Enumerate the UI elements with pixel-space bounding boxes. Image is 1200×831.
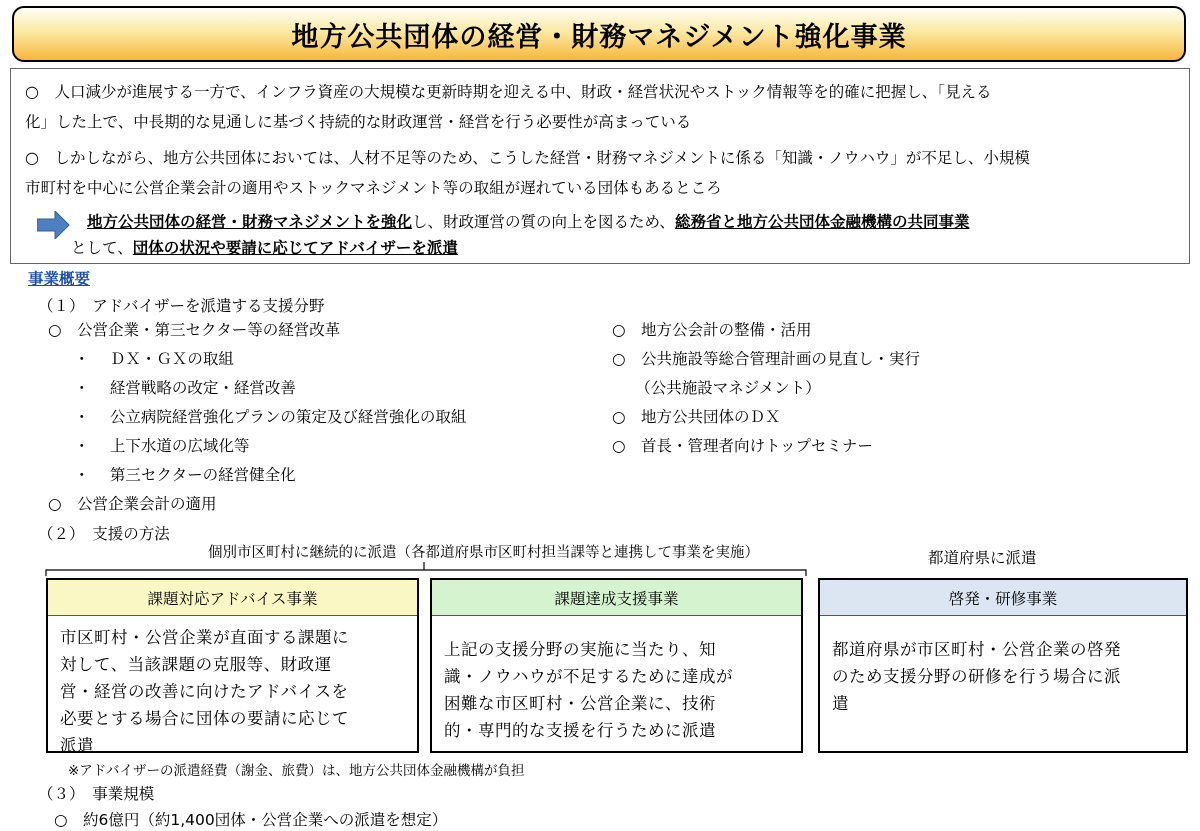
page-title: 地方公共団体の経営・財務マネジメント強化事業 [291,21,907,53]
bullet-circle-icon: ○ [25,148,39,167]
section-2-heading: （２） 支援の方法 [38,525,170,543]
section-1-heading: （１） アドバイザーを派遣する支援分野 [38,297,325,315]
list-item: ○ 公営企業会計の適用 [48,495,217,513]
box-text-line: 対して、当該課題の克服等、財政運 [60,655,332,674]
bracket-line [44,558,808,578]
box-text-line: 営・経営の改善に向けたアドバイスを [60,682,349,701]
box-text-line: 的・専門的な支援を行うために派遣 [444,721,716,740]
intro-para-1 [25,77,991,137]
method-box-advice [46,578,419,753]
bracket-label: 個別市区町村に継続的に派遣（各都道府県市区町村担当課等と連携して事業を実施） [208,545,759,561]
method-box-training [818,578,1188,753]
para2-line2: 市町村を中心に公営企業会計の適用やストックマネジメント等の取組が遅れている団体もあるところ [25,179,722,197]
para1-line1: 人口減少が進展する一方で、インフラ資産の大規模な更新時期を迎える中、財政・経営状況やストック情報等を的確に把握し、「見える [54,83,992,101]
budget-scale: ○ 約6億円（約1,400団体・公営企業への派遣を想定） [54,811,448,829]
box-text-line: のため支援分野の研修を行う場合に派 [832,667,1121,686]
box-text-line: 必要とする場合に団体の要請に応じて [60,709,349,728]
support-fields-left [48,316,466,519]
box-text-line: 識・ノウハウが不足するために達成が [444,667,733,686]
intro-box [10,68,1190,264]
overview-heading: 事業概要 [28,270,91,288]
intro-para-2 [25,143,1030,203]
list-item: ○ 地方公会計の整備・活用 [612,321,812,339]
conclusion-text-2: として、 [71,239,133,257]
conclusion-text-1: し、財政運営の質の向上を図るため、 [412,213,675,231]
list-item: ・ 公立病院経営強化プランの策定及び経営強化の取組 [74,408,467,426]
list-item: ○ 公共施設等総合管理計画の見直し・実行 [612,350,921,368]
box-text-line: 市区町村・公営企業が直面する課題に [60,628,349,647]
list-item: （公共施設マネジメント） [612,379,821,397]
method-box-title: 課題対応アドバイス事業 [48,580,417,616]
method-box-title: 課題達成支援事業 [432,580,801,616]
box-text-line: 上記の支援分野の実施に当たり、知 [444,640,716,659]
list-item: ・ 経営戦略の改定・経営改善 [74,379,296,397]
method-box-title: 啓発・研修事業 [820,580,1186,616]
method-box-support [430,578,803,753]
bullet-circle-icon: ○ [25,82,39,101]
list-item: ○ 首長・管理者向けトップセミナー [612,437,873,455]
box-text-line: 困難な市区町村・公営企業に、技術 [444,694,716,713]
intro-conclusion-line2 [71,233,458,263]
cost-note: ※アドバイザーの派遣経費（謝金、旅費）は、地方公共団体金融機構が負担 [68,763,525,779]
right-arrow-icon [37,211,71,239]
conclusion-emphasis-2: 総務省と地方公共団体金融機構の共同事業 [674,213,970,231]
box-text-line: 遣 [832,694,849,713]
list-item: ・ ＤＸ・ＧＸの取組 [74,350,234,368]
title-banner [12,6,1186,62]
list-item: ○ 公営企業・第三セクター等の経営改革 [48,321,341,339]
para1-line2: 化」した上で、中長期的な見通しに基づく持続的な財政運営・経営を行う必要性が高まっている [25,113,692,131]
list-item: ○ 地方公共団体のＤＸ [612,408,781,426]
section-3-heading: （３） 事業規模 [38,785,155,803]
para2-line1: しかしながら、地方公共団体においては、人材不足等のため、こうした経営・財務マネジメントに係る「知識・ノウハウ」が不足し、小規模 [54,149,1030,167]
box-text-line: 都道府県が市区町村・公営企業の啓発 [832,640,1121,659]
prefecture-label: 都道府県に派遣 [928,549,1037,567]
support-fields-right [612,316,920,461]
conclusion-emphasis-1: 地方公共団体の経営・財務マネジメントを強化 [87,213,413,231]
list-item: ・ 上下水道の広域化等 [74,437,250,455]
list-item: ・ 第三セクターの経営健全化 [74,466,296,484]
box-text-line: 派遣 [60,736,94,755]
conclusion-emphasis-3: 団体の状況や要請に応じてアドバイザーを派遣 [132,239,458,257]
